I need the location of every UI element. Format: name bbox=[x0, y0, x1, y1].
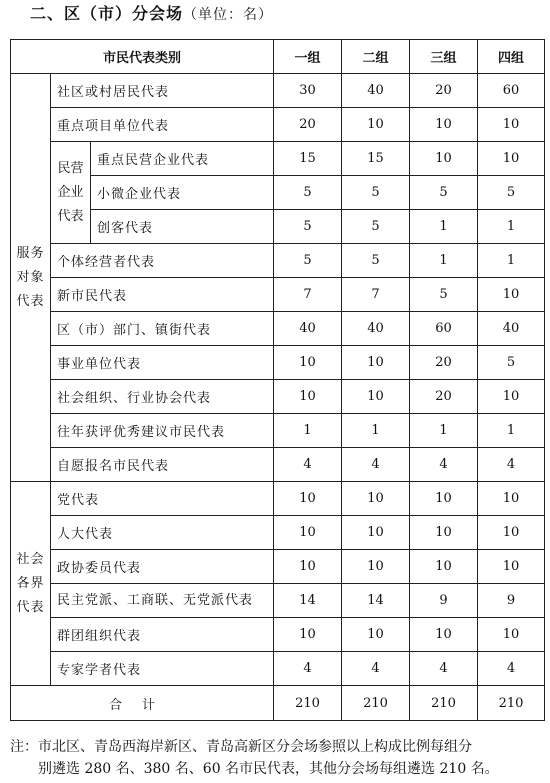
cell-value: 20 bbox=[410, 74, 478, 108]
row-label: 区（市）部门、镇街代表 bbox=[51, 312, 274, 346]
row-label: 个体经营者代表 bbox=[51, 244, 274, 278]
row-label: 事业单位代表 bbox=[51, 346, 274, 380]
row-label: 新市民代表 bbox=[51, 278, 274, 312]
cell-value: 40 bbox=[478, 312, 545, 346]
cell-value: 4 bbox=[478, 448, 545, 482]
cell-value: 10 bbox=[478, 278, 545, 312]
cell-value: 5 bbox=[274, 176, 342, 210]
section-heading bbox=[30, 1, 273, 24]
cell-value: 1 bbox=[274, 414, 342, 448]
subgroup-label-private-enterprise: 民营 企业 代表 bbox=[51, 142, 91, 244]
table-row bbox=[11, 346, 545, 380]
row-label: 专家学者代表 bbox=[51, 652, 274, 686]
table-row bbox=[11, 448, 545, 482]
cell-value: 1 bbox=[342, 414, 410, 448]
cell-value: 5 bbox=[410, 176, 478, 210]
row-label: 重点项目单位代表 bbox=[51, 108, 274, 142]
cell-value: 1 bbox=[478, 210, 545, 244]
header-group-4: 四组 bbox=[478, 40, 545, 74]
cell-value: 1 bbox=[478, 414, 545, 448]
cell-value: 4 bbox=[342, 448, 410, 482]
cell-value: 10 bbox=[274, 346, 342, 380]
representatives-table bbox=[10, 39, 545, 721]
row-label: 创客代表 bbox=[91, 210, 274, 244]
table-header-row bbox=[11, 40, 545, 74]
table-row bbox=[11, 142, 545, 176]
cell-value: 9 bbox=[478, 584, 545, 618]
table-row bbox=[11, 414, 545, 448]
table-row bbox=[11, 312, 545, 346]
total-row bbox=[11, 686, 545, 721]
total-value: 210 bbox=[478, 686, 545, 721]
cell-value: 10 bbox=[410, 108, 478, 142]
cell-value: 5 bbox=[274, 210, 342, 244]
header-group-2: 二组 bbox=[342, 40, 410, 74]
table-row bbox=[11, 652, 545, 686]
row-label: 群团组织代表 bbox=[51, 618, 274, 652]
cell-value: 10 bbox=[342, 482, 410, 516]
row-label: 党代表 bbox=[51, 482, 274, 516]
cell-value: 5 bbox=[342, 176, 410, 210]
cell-value: 5 bbox=[342, 244, 410, 278]
cell-value: 1 bbox=[410, 244, 478, 278]
cell-value: 14 bbox=[274, 584, 342, 618]
cell-value: 40 bbox=[342, 312, 410, 346]
total-label: 合计 bbox=[11, 686, 274, 721]
cell-value: 10 bbox=[410, 516, 478, 550]
cell-value: 5 bbox=[274, 244, 342, 278]
cell-value: 40 bbox=[342, 74, 410, 108]
cell-value: 10 bbox=[478, 516, 545, 550]
cell-value: 10 bbox=[342, 108, 410, 142]
cell-value: 10 bbox=[274, 618, 342, 652]
cell-value: 60 bbox=[410, 312, 478, 346]
cell-value: 10 bbox=[342, 618, 410, 652]
total-value: 210 bbox=[342, 686, 410, 721]
cell-value: 10 bbox=[478, 142, 545, 176]
cell-value: 4 bbox=[274, 448, 342, 482]
cell-value: 15 bbox=[342, 142, 410, 176]
cell-value: 1 bbox=[410, 414, 478, 448]
group-label-society: 社会 各界 代表 bbox=[11, 482, 51, 686]
cell-value: 20 bbox=[410, 346, 478, 380]
row-label: 社会组织、行业协会代表 bbox=[51, 380, 274, 414]
cell-value: 10 bbox=[342, 380, 410, 414]
cell-value: 10 bbox=[274, 516, 342, 550]
cell-value: 4 bbox=[410, 652, 478, 686]
header-category: 市民代表类别 bbox=[11, 40, 274, 74]
cell-value: 10 bbox=[478, 482, 545, 516]
cell-value: 1 bbox=[410, 210, 478, 244]
table-row bbox=[11, 210, 545, 244]
cell-value: 40 bbox=[274, 312, 342, 346]
table-row bbox=[11, 516, 545, 550]
cell-value: 10 bbox=[410, 618, 478, 652]
cell-value: 10 bbox=[342, 550, 410, 584]
table-row bbox=[11, 618, 545, 652]
cell-value: 20 bbox=[410, 380, 478, 414]
table-row bbox=[11, 550, 545, 584]
cell-value: 10 bbox=[342, 516, 410, 550]
cell-value: 10 bbox=[410, 550, 478, 584]
footnote-line-2: 别遴选 280 名、380 名、60 名市民代表，其他分会场每组遴选 210 名。 bbox=[38, 761, 499, 777]
header-group-1: 一组 bbox=[274, 40, 342, 74]
table-row bbox=[11, 176, 545, 210]
group-label-service: 服务 对象 代表 bbox=[11, 74, 51, 482]
cell-value: 10 bbox=[410, 142, 478, 176]
cell-value: 10 bbox=[274, 380, 342, 414]
cell-value: 15 bbox=[274, 142, 342, 176]
header-group-3: 三组 bbox=[410, 40, 478, 74]
row-label: 民主党派、工商联、无党派代表 bbox=[51, 584, 274, 618]
cell-value: 1 bbox=[478, 244, 545, 278]
table-row bbox=[11, 584, 545, 618]
cell-value: 4 bbox=[274, 652, 342, 686]
cell-value: 5 bbox=[478, 346, 545, 380]
cell-value: 10 bbox=[478, 550, 545, 584]
cell-value: 14 bbox=[342, 584, 410, 618]
row-label: 人大代表 bbox=[51, 516, 274, 550]
cell-value: 5 bbox=[342, 210, 410, 244]
table-row bbox=[11, 482, 545, 516]
table-row bbox=[11, 74, 545, 108]
cell-value: 30 bbox=[274, 74, 342, 108]
cell-value: 10 bbox=[274, 550, 342, 584]
cell-value: 10 bbox=[478, 618, 545, 652]
row-label: 往年获评优秀建议市民代表 bbox=[51, 414, 274, 448]
table-row bbox=[11, 108, 545, 142]
cell-value: 10 bbox=[478, 380, 545, 414]
cell-value: 7 bbox=[274, 278, 342, 312]
cell-value: 5 bbox=[410, 278, 478, 312]
footnote-line-1: 注：市北区、青岛西海岸新区、青岛高新区分会场参照以上构成比例每组分 bbox=[10, 739, 472, 755]
table-row bbox=[11, 278, 545, 312]
cell-value: 4 bbox=[410, 448, 478, 482]
cell-value: 10 bbox=[478, 108, 545, 142]
cell-value: 7 bbox=[342, 278, 410, 312]
cell-value: 10 bbox=[410, 482, 478, 516]
row-label: 自愿报名市民代表 bbox=[51, 448, 274, 482]
cell-value: 10 bbox=[342, 346, 410, 380]
total-value: 210 bbox=[410, 686, 478, 721]
row-label: 社区或村居民代表 bbox=[51, 74, 274, 108]
total-value: 210 bbox=[274, 686, 342, 721]
unit-label: （单位：名） bbox=[183, 7, 274, 23]
cell-value: 4 bbox=[342, 652, 410, 686]
cell-value: 60 bbox=[478, 74, 545, 108]
table-row bbox=[11, 244, 545, 278]
row-label: 小微企业代表 bbox=[91, 176, 274, 210]
section-title: 二、区（市）分会场 bbox=[30, 4, 184, 23]
cell-value: 10 bbox=[274, 482, 342, 516]
cell-value: 5 bbox=[478, 176, 545, 210]
row-label: 政协委员代表 bbox=[51, 550, 274, 584]
cell-value: 9 bbox=[410, 584, 478, 618]
table-row bbox=[11, 380, 545, 414]
footnote bbox=[10, 736, 544, 780]
cell-value: 20 bbox=[274, 108, 342, 142]
cell-value: 4 bbox=[478, 652, 545, 686]
row-label: 重点民营企业代表 bbox=[91, 142, 274, 176]
